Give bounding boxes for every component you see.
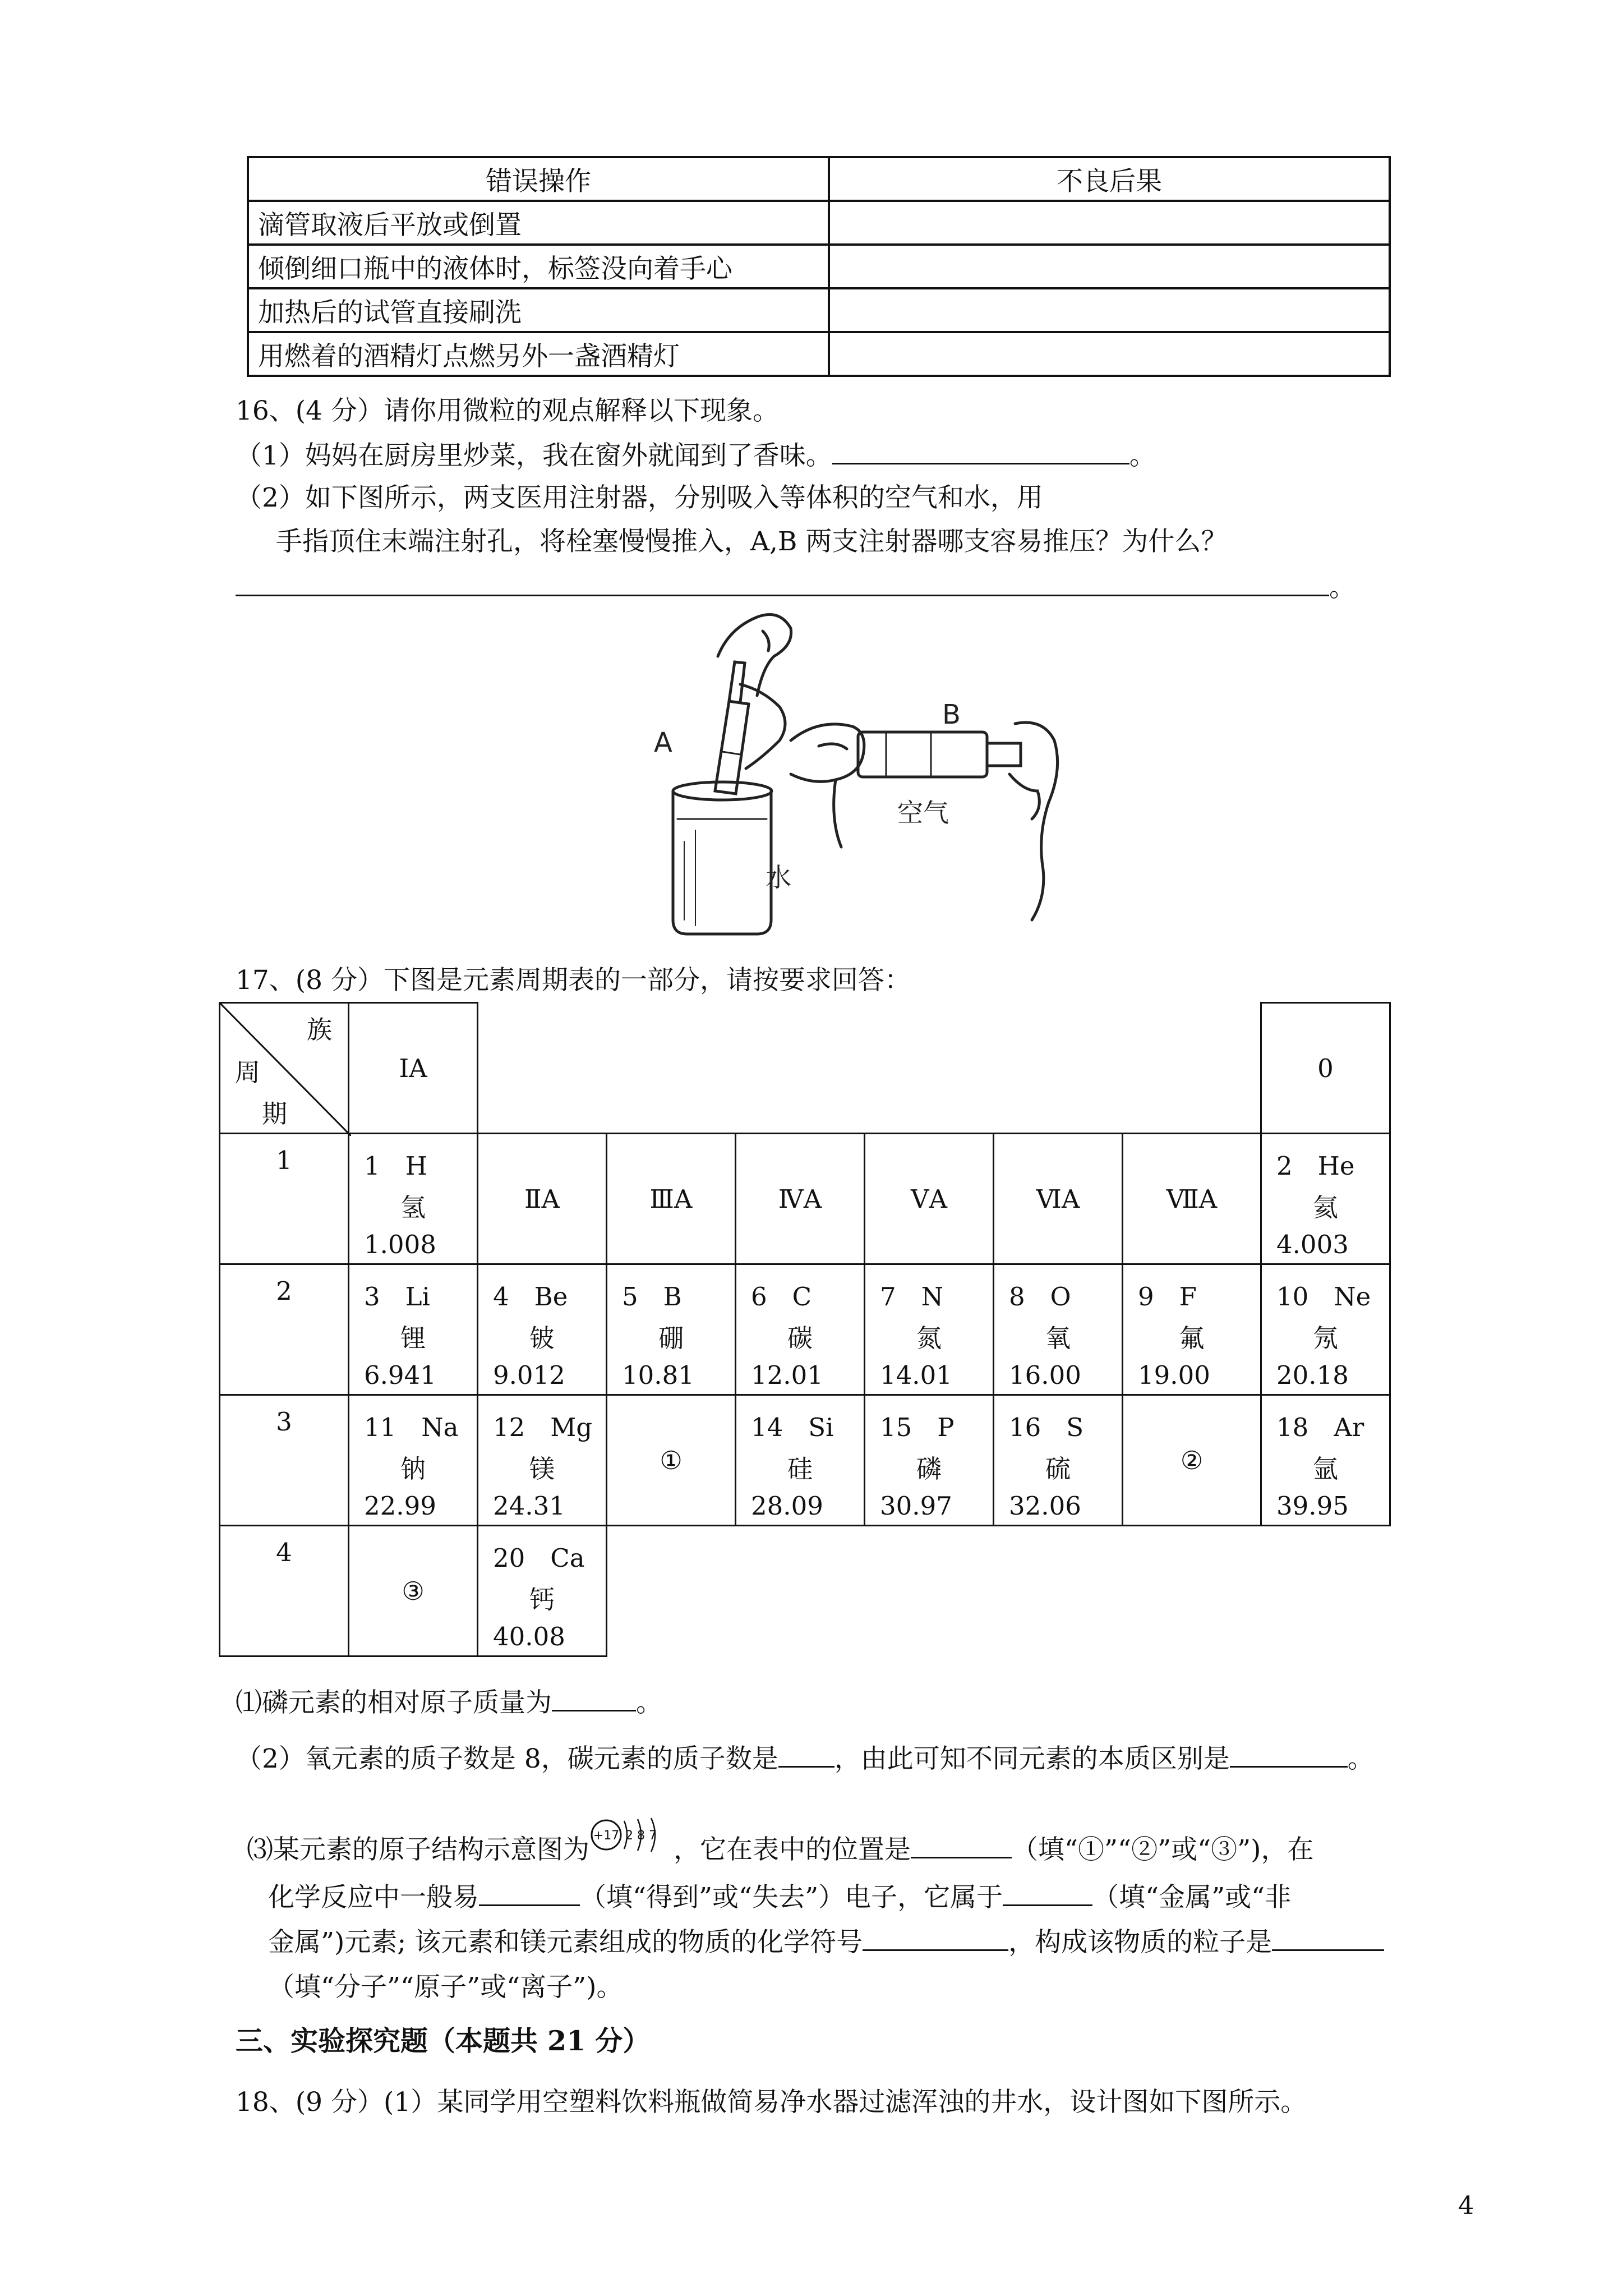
- element-mass: 32.06: [1009, 1491, 1081, 1521]
- atom-diagram-svg: [589, 1801, 674, 1874]
- answer-blank[interactable]: [911, 1832, 1012, 1858]
- table-header-cell: 错误操作: [248, 157, 829, 201]
- q17-sub2-text: ，由此可知不同元素的本质区别是: [834, 1743, 1230, 1774]
- element-name: 氟: [1179, 1323, 1205, 1353]
- element-name: 氖: [1312, 1323, 1338, 1353]
- element-cell-s: [993, 1394, 1123, 1526]
- answer-cell[interactable]: [829, 201, 1390, 245]
- table-row: [248, 201, 1390, 245]
- q17-sub3-text: ，它在表中的位置是: [674, 1834, 911, 1865]
- label-water: 水: [766, 862, 791, 892]
- syringe-figure: [651, 606, 1066, 942]
- table-cell: 滴管取液后平放或倒置: [248, 201, 829, 245]
- atom-nucleus: +17: [593, 1829, 620, 1843]
- element-symbol: 3 Li: [364, 1282, 430, 1312]
- answer-blank[interactable]: [236, 570, 1329, 596]
- mark-cell-1: [606, 1394, 736, 1526]
- period-label: 4: [276, 1538, 292, 1567]
- element-mass: 1.008: [364, 1230, 436, 1259]
- element-symbol: 11 Na: [364, 1412, 459, 1442]
- period-cell: [219, 1263, 349, 1396]
- element-cell-f: [1122, 1263, 1262, 1396]
- element-cell-mg: [477, 1394, 607, 1526]
- table-cell: 倾倒细口瓶中的液体时，标签没向着手心: [248, 245, 829, 288]
- label-b: B: [942, 699, 961, 730]
- q17-sub3-line2: [268, 1876, 1291, 1914]
- q16-part1: [236, 435, 1156, 472]
- answer-blank[interactable]: [832, 438, 1129, 464]
- group-header: [1122, 1133, 1262, 1265]
- period-cell: [219, 1133, 349, 1265]
- group-label: ⅡA: [524, 1184, 560, 1214]
- element-mass: 9.012: [493, 1360, 565, 1390]
- element-cell-b: [606, 1263, 736, 1396]
- element-symbol: 4 Be: [493, 1282, 568, 1312]
- answer-blank[interactable]: [1230, 1741, 1348, 1768]
- element-name: 硅: [787, 1454, 813, 1484]
- element-name: 镁: [529, 1454, 555, 1484]
- element-symbol: 12 Mg: [493, 1412, 593, 1442]
- group-label: ⅣA: [778, 1184, 822, 1214]
- atom-shells: 2 8 7: [625, 1829, 657, 1843]
- answer-blank[interactable]: [1003, 1880, 1092, 1906]
- element-mass: 39.95: [1276, 1491, 1349, 1521]
- element-cell-c: [735, 1263, 865, 1396]
- q17-sub3-text: （填“得到”或“失去”）电子，它属于: [580, 1882, 1003, 1913]
- element-symbol: 7 N: [880, 1282, 944, 1312]
- element-symbol: 10 Ne: [1276, 1282, 1371, 1312]
- element-mass: 28.09: [751, 1491, 823, 1521]
- element-name: 氧: [1045, 1323, 1071, 1353]
- element-cell-li: [348, 1263, 478, 1396]
- answer-blank[interactable]: [552, 1685, 636, 1711]
- element-cell-na: [348, 1394, 478, 1526]
- q17-sub3-line3: [268, 1921, 1384, 1959]
- answer-cell[interactable]: [829, 288, 1390, 332]
- q17-sub3-text: ⑶某元素的原子结构示意图为: [247, 1834, 589, 1865]
- table-row: [248, 245, 1390, 288]
- element-name: 硫: [1045, 1454, 1071, 1484]
- element-symbol: 15 P: [880, 1412, 955, 1442]
- mark-cell-3: [348, 1525, 478, 1657]
- element-mass: 4.003: [1276, 1230, 1349, 1259]
- table-cell: 加热后的试管直接刷洗: [248, 288, 829, 332]
- corner-group-label: 族: [306, 1015, 332, 1045]
- element-name: 氦: [1312, 1193, 1338, 1222]
- element-name: 钙: [529, 1585, 555, 1614]
- element-cell-h: [348, 1133, 478, 1265]
- group-label: ⅥA: [1036, 1184, 1080, 1214]
- element-mass: 40.08: [493, 1622, 565, 1651]
- corner-period-label: 周: [235, 1057, 261, 1087]
- element-name: 钠: [400, 1454, 426, 1484]
- element-mass: 24.31: [493, 1491, 565, 1521]
- label-air: 空气: [897, 798, 949, 828]
- group-label: ⅦA: [1166, 1184, 1218, 1214]
- element-symbol: 5 B: [622, 1282, 682, 1312]
- element-name: 磷: [916, 1454, 942, 1484]
- page-number: 4: [1458, 2191, 1474, 2220]
- element-mass: 6.941: [364, 1360, 436, 1390]
- section-heading: 三、实验探究题（本题共 21 分）: [236, 2024, 651, 2057]
- period-cell: [219, 1394, 349, 1526]
- period-label: 1: [276, 1145, 292, 1175]
- q17-sub3-line1: [247, 1829, 1314, 1869]
- label-a: A: [654, 727, 672, 758]
- corner-cell: [219, 1002, 349, 1134]
- element-symbol: 14 Si: [751, 1412, 834, 1442]
- q17-title: 17、(8 分）下图是元素周期表的一部分，请按要求回答：: [236, 965, 911, 996]
- q16-part2-answer: [236, 567, 1355, 604]
- wrong-operation-table: [247, 156, 1391, 377]
- element-name: 硼: [658, 1323, 684, 1353]
- element-cell-ar: [1260, 1394, 1391, 1526]
- element-cell-ne: [1260, 1263, 1391, 1396]
- element-cell-n: [864, 1263, 994, 1396]
- q16-part2-line2: 手指顶住末端注射孔，将栓塞慢慢推入，A,B 两支注射器哪支容易推压？为什么？: [276, 526, 1228, 557]
- element-symbol: 1 H: [364, 1151, 427, 1181]
- group-label: ⅤA: [911, 1184, 947, 1214]
- element-symbol: 18 Ar: [1276, 1412, 1364, 1442]
- element-symbol: 8 O: [1009, 1282, 1071, 1312]
- element-mass: 16.00: [1009, 1360, 1081, 1390]
- table-cell: 用燃着的酒精灯点燃另外一盏酒精灯: [248, 332, 829, 376]
- table-row: [248, 288, 1390, 332]
- element-symbol: 2 He: [1276, 1151, 1355, 1181]
- answer-cell[interactable]: [829, 332, 1390, 376]
- q16-part1-text: （1）妈妈在厨房里炒菜，我在窗外就闻到了香味。: [236, 440, 832, 471]
- q17-sub3-text: ，构成该物质的粒子是: [1008, 1927, 1272, 1958]
- element-name: 碳: [787, 1323, 813, 1353]
- atom-structure-diagram: [589, 1829, 674, 1869]
- period-label: 3: [276, 1407, 292, 1437]
- mark-cell-2: [1122, 1394, 1262, 1526]
- q17-sub2-end: 。: [1347, 1743, 1374, 1774]
- table-row: [248, 332, 1390, 376]
- syringe-illustration: [651, 606, 1066, 942]
- group-header: [606, 1133, 736, 1265]
- q18-text: 18、(9 分）(1）某同学用空塑料饮料瓶做简易净水器过滤浑浊的井水，设计图如下图所示。: [236, 2087, 1307, 2118]
- element-cell-si: [735, 1394, 865, 1526]
- q17-sub2: [236, 1738, 1374, 1775]
- element-name: 氮: [916, 1323, 942, 1353]
- q17-sub3-text: 化学反应中一般易: [268, 1882, 479, 1913]
- element-symbol: 20 Ca: [493, 1543, 585, 1573]
- group-header: [993, 1133, 1123, 1265]
- element-symbol: 9 F: [1138, 1282, 1197, 1312]
- element-mass: 14.01: [880, 1360, 952, 1390]
- answer-cell[interactable]: [829, 245, 1390, 288]
- element-mass: 22.99: [364, 1491, 436, 1521]
- group-header: [735, 1133, 865, 1265]
- element-mass: 19.00: [1138, 1360, 1210, 1390]
- corner-period-label: 期: [262, 1099, 288, 1129]
- q17-sub3-line4: （填“分子”“原子”或“离子”)。: [268, 1972, 623, 2003]
- position-mark: ②: [1180, 1445, 1204, 1475]
- element-name: 氩: [1312, 1454, 1338, 1484]
- answer-blank[interactable]: [778, 1741, 834, 1768]
- q17-sub1-end: 。: [636, 1687, 662, 1718]
- element-name: 铍: [529, 1323, 555, 1353]
- element-name: 氢: [400, 1193, 426, 1222]
- element-mass: 10.81: [622, 1360, 694, 1390]
- element-symbol: 16 S: [1009, 1412, 1084, 1442]
- element-mass: 30.97: [880, 1491, 952, 1521]
- group-header: [864, 1133, 994, 1265]
- period-label: 2: [276, 1276, 292, 1306]
- q16-part2-end: 。: [1329, 572, 1355, 603]
- group-header: [1260, 1002, 1391, 1134]
- q16-part2-line1: （2）如下图所示，两支医用注射器，分别吸入等体积的空气和水，用: [236, 482, 1043, 513]
- element-cell-he: [1260, 1133, 1391, 1265]
- period-cell: [219, 1525, 349, 1657]
- group-label: ⅠA: [399, 1053, 427, 1083]
- q17-sub1-text: ⑴磷元素的相对原子质量为: [236, 1687, 552, 1718]
- group-header: [348, 1002, 478, 1134]
- element-cell-o: [993, 1263, 1123, 1396]
- answer-blank[interactable]: [479, 1880, 580, 1906]
- q16-title: 16、(4 分）请你用微粒的观点解释以下现象。: [236, 395, 779, 426]
- q17-sub2-text: （2）氧元素的质子数是 8，碳元素的质子数是: [236, 1743, 778, 1774]
- q17-sub3-text: 金属”)元素; 该元素和镁元素组成的物质的化学符号: [268, 1927, 863, 1958]
- table-header-row: [248, 157, 1390, 201]
- group-label: 0: [1317, 1053, 1334, 1083]
- periodic-table: [219, 1002, 1391, 1657]
- element-mass: 12.01: [751, 1360, 823, 1390]
- group-label: ⅢA: [649, 1184, 693, 1214]
- table-header-cell: 不良后果: [829, 157, 1390, 201]
- element-symbol: 6 C: [751, 1282, 812, 1312]
- position-mark: ①: [660, 1445, 683, 1475]
- element-mass: 20.18: [1276, 1360, 1349, 1390]
- element-cell-be: [477, 1263, 607, 1396]
- q17-sub1: [236, 1682, 662, 1719]
- element-cell-p: [864, 1394, 994, 1526]
- q16-part1-end: 。: [1129, 440, 1156, 471]
- answer-blank[interactable]: [1272, 1925, 1384, 1951]
- group-header: [477, 1133, 607, 1265]
- answer-blank[interactable]: [863, 1925, 1008, 1951]
- element-name: 锂: [400, 1323, 426, 1353]
- q17-sub3-text: （填“①”“②”或“③”)，在: [1012, 1834, 1314, 1865]
- position-mark: ③: [402, 1576, 425, 1606]
- element-cell-ca: [477, 1525, 607, 1657]
- q17-sub3-text: （填“金属”或“非: [1092, 1882, 1292, 1913]
